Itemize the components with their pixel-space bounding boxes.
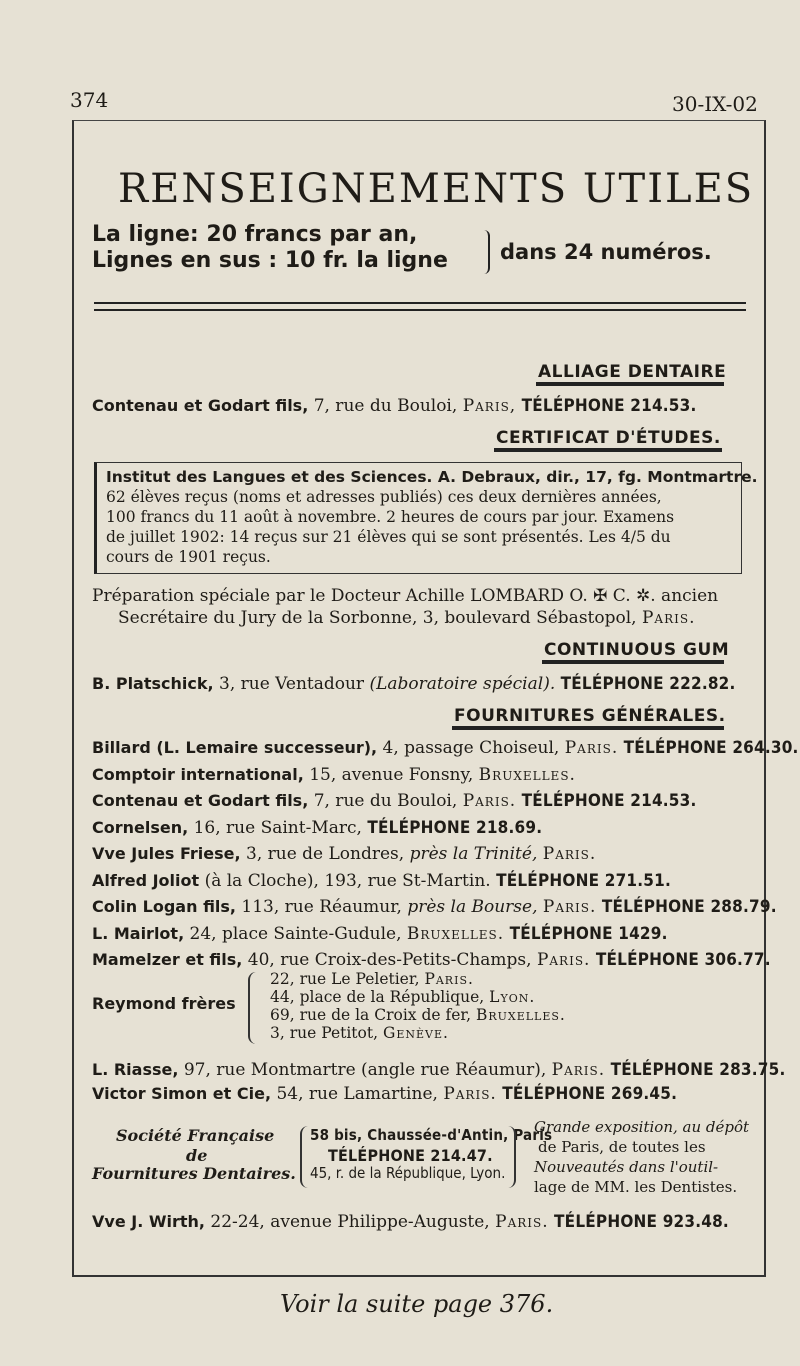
societe-name-1: Société Française: [116, 1126, 275, 1145]
heading-fournitures: FOURNITURES GÉNÉRALES.: [454, 706, 726, 726]
reymond-address-line: [270, 1006, 566, 1024]
listing-name: Victor Simon et Cie,: [92, 1084, 272, 1103]
listing-address: 4, passage Choiseul,: [382, 738, 560, 758]
listing-entry: [92, 791, 697, 811]
reymond-brace: [248, 972, 258, 1044]
reymond-name: Reymond frères: [92, 994, 236, 1013]
address: 44, place de la République,: [270, 988, 485, 1006]
listing-entry: [92, 738, 799, 758]
page-title: RENSEIGNEMENTS UTILES: [118, 166, 755, 212]
listing-entry: [92, 1084, 677, 1104]
listing-gum: [92, 674, 736, 694]
listing-city: Paris.: [551, 1060, 606, 1080]
heading-certificat: CERTIFICAT D'ÉTUDES.: [496, 428, 721, 448]
listing-name: L. Riasse,: [92, 1060, 179, 1079]
divider: [94, 309, 746, 311]
listing-address: 3, rue de Londres,: [246, 844, 405, 864]
listing-city: Paris.: [536, 950, 591, 970]
listing-city: Paris.: [495, 1212, 549, 1232]
listing-phone: TÉLÉPHONE 222.82.: [560, 674, 736, 694]
note-text: de Paris, de toutes les: [538, 1138, 706, 1156]
listing-note: (Laboratoire spécial).: [369, 674, 556, 694]
societe-brace-left: [300, 1126, 308, 1188]
reymond-address-line: [270, 970, 474, 988]
listing-phone: TÉLÉPHONE 271.51.: [496, 870, 671, 891]
listing-name: Vve Jules Friese,: [92, 844, 241, 863]
pricing-line-2: Lignes en sus : 10 fr. la ligne: [92, 248, 448, 273]
institut-name: Institut des Langues et des Sciences. A. Debraux, dir., 17, fg. Montmartre.: [106, 468, 758, 486]
listing-entry: [92, 1060, 785, 1080]
listing-address: 24, place Sainte-Gudule,: [189, 923, 402, 944]
listing-entry: [92, 897, 777, 917]
heading-alliage: ALLIAGE DENTAIRE: [538, 362, 727, 382]
listing-address: 7, rue du Bouloi,: [313, 396, 458, 416]
listing-phone: TÉLÉPHONE 269.45.: [502, 1084, 678, 1104]
reymond-address-line: [270, 988, 535, 1006]
listing-phone: TÉLÉPHONE 288.79.: [601, 897, 777, 917]
pricing-brace: [480, 230, 490, 274]
listing-entry: [92, 765, 576, 785]
prep-text: Préparation spéciale par le Docteur Achille LOMBARD O.: [92, 586, 588, 606]
societe-note-4: lage de MM. les Dentistes.: [534, 1178, 738, 1196]
city: Paris.: [424, 970, 474, 988]
box-line: cours de 1901 reçus.: [106, 548, 271, 566]
listing-address: 54, rue Lamartine,: [276, 1084, 438, 1104]
listing-name: B. Platschick,: [92, 674, 214, 693]
listing-address: 113, rue Réaumur,: [241, 897, 402, 917]
listing-entry: [92, 871, 671, 891]
listing-city: Paris.: [564, 738, 619, 758]
city: Lyon.: [489, 988, 536, 1006]
listing-name: Mamelzer et fils,: [92, 950, 243, 969]
page-number: 374: [70, 88, 109, 112]
listing-city: Paris.: [542, 844, 597, 864]
societe-brace-right: [508, 1126, 516, 1188]
listing-phone: TÉLÉPHONE 306.77.: [595, 950, 771, 970]
listing-phone: TÉLÉPHONE 214.53.: [521, 396, 697, 416]
heading-rule: [494, 448, 722, 452]
pricing-issues: dans 24 numéros.: [500, 240, 712, 264]
societe-name-3: Fournitures Dentaires.: [92, 1164, 296, 1183]
box-line: 100 francs du 11 août à novembre. 2 heures de cours par jour. Examens: [106, 508, 675, 526]
listing-phone: TÉLÉPHONE 1429.: [509, 923, 668, 944]
listing-city: Paris.: [542, 897, 597, 917]
listing-city: Paris.: [462, 791, 517, 811]
listing-address: 16, rue Saint-Marc,: [193, 817, 362, 838]
city: Genève.: [382, 1024, 449, 1042]
box-line: 62 élèves reçus (noms et adresses publiés) ces deux dernières années,: [106, 488, 662, 506]
listing-address: (à la Cloche), 193, rue St-Martin.: [204, 870, 491, 891]
listing-name: Comptoir international,: [92, 764, 304, 784]
listing-address: 97, rue Montmartre (angle rue Réaumur),: [183, 1060, 547, 1080]
prep-city: Paris.: [641, 608, 696, 628]
continued-note: Voir la suite page 376.: [280, 1290, 554, 1318]
listing-entry: [92, 818, 542, 838]
pricing-line-1: La ligne: 20 francs par an,: [92, 222, 418, 247]
societe-note-3: Nouveautés dans l'outil-: [534, 1158, 719, 1176]
societe-name-2: de: [186, 1146, 208, 1165]
prep-line-2: [118, 608, 696, 628]
prep-line-1: [92, 586, 718, 606]
divider: [94, 302, 746, 304]
address: 69, rue de la Croix de fer,: [270, 1006, 472, 1024]
heading-gum: CONTINUOUS GUM: [544, 640, 730, 660]
city: Bruxelles.: [475, 1006, 566, 1024]
listing-address: 15, avenue Fonsny,: [309, 764, 474, 785]
prep-text: Secrétaire du Jury de la Sorbonne, 3, boulevard Sébastopol,: [118, 608, 637, 628]
listing-address: 7, rue du Bouloi,: [313, 791, 458, 811]
listing-phone: TÉLÉPHONE 214.53.: [521, 791, 697, 811]
listing-name: Billard (L. Lemaire successeur),: [92, 738, 378, 757]
listing-name: Contenau et Godart fils,: [92, 791, 309, 810]
listing-entry: [92, 950, 771, 970]
listing-alliage: [92, 396, 697, 416]
listing-name: Alfred Joliot: [92, 870, 200, 890]
box-line: de juillet 1902: 14 reçus sur 21 élèves qui se sont présentés. Les 4/5 du: [106, 528, 671, 546]
societe-address-lyon: 45, r. de la République, Lyon.: [310, 1164, 506, 1182]
societe-address-paris: 58 bis, Chaussée-d'Antin, Paris: [310, 1126, 553, 1144]
listing-name: Cornelsen,: [92, 817, 189, 837]
heading-rule: [452, 726, 724, 730]
address: 22, rue Le Peletier,: [270, 970, 420, 988]
listing-city: Bruxelles.: [478, 764, 576, 785]
societe-note-2: [538, 1138, 706, 1156]
listing-city: Bruxelles.: [406, 923, 505, 944]
listing-phone: TÉLÉPHONE 283.75.: [610, 1060, 786, 1080]
listing-city: Paris,: [462, 396, 517, 416]
heading-rule: [536, 382, 724, 386]
listing-city: Paris.: [443, 1084, 497, 1104]
honour-icon: ✠: [593, 586, 608, 606]
listing-address: 40, rue Croix-des-Petits-Champs,: [247, 950, 532, 970]
listing-name: L. Mairlot,: [92, 923, 185, 943]
listing-phone: TÉLÉPHONE 264.30.: [623, 738, 799, 758]
listing-note: près la Bourse,: [407, 897, 538, 917]
address: 3, rue Petitot,: [270, 1024, 379, 1042]
listing-address: 3, rue Ventadour: [219, 674, 365, 694]
listing-entry: [92, 844, 596, 864]
box-line: [106, 468, 758, 486]
reymond-address-line: [270, 1024, 449, 1042]
listing-name: Colin Logan fils,: [92, 897, 237, 916]
listing-phone: TÉLÉPHONE 923.48.: [554, 1212, 729, 1232]
listing-wirth: [92, 1212, 729, 1232]
listing-name: Vve J. Wirth,: [92, 1212, 205, 1231]
societe-note-1: Grande exposition, au dépôt: [534, 1118, 750, 1136]
prep-text-end: C. ✲. ancien: [612, 586, 719, 606]
listing-note: près la Trinité,: [409, 844, 538, 864]
listing-address: 22-24, avenue Philippe-Auguste,: [210, 1212, 490, 1232]
listing-phone: TÉLÉPHONE 218.69.: [367, 817, 543, 838]
listing-entry: [92, 924, 668, 944]
societe-phone: TÉLÉPHONE 214.47.: [328, 1146, 493, 1165]
heading-rule: [542, 660, 724, 664]
issue-date: 30-IX-02: [672, 92, 758, 116]
listing-name: Contenau et Godart fils,: [92, 396, 309, 415]
